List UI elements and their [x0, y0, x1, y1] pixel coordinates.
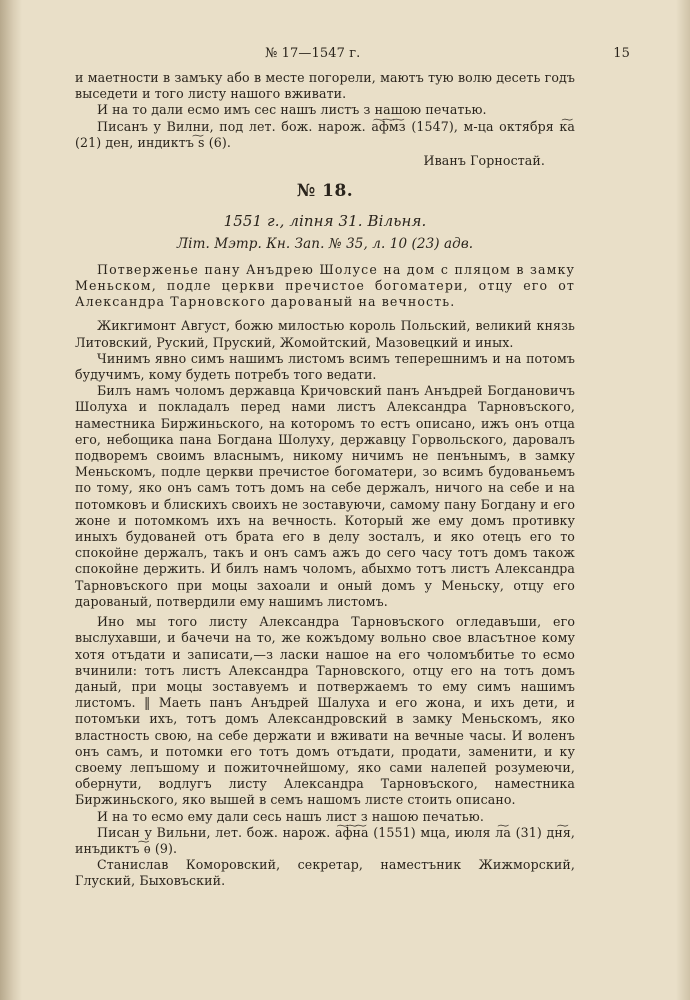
page-number: 15 — [613, 46, 630, 61]
prev-doc-dating: Писанъ у Вилни, под лет. бож. нарож. а͠ф͠м͠з (1547), м-ца октября к͠а (21) ден, индиктъ ͠s (6). — [75, 118, 575, 150]
running-header — [75, 46, 630, 70]
prev-doc-paragraph: и маетности в замъку або в месте погорели, маютъ тую волю десеть годъ выседети и того листу нашого вживати. — [75, 70, 575, 102]
prev-doc-paragraph: И на то дали есмо имъ сес нашъ листъ з нашою печатью. — [97, 102, 487, 118]
signatories-paragraph: Станислав Коморовский, секретар, наместъник Жижморский, Глуский, Быховъский. — [75, 857, 575, 889]
running-title: № 17—1547 г. — [265, 46, 361, 61]
document-number: № 18. — [296, 181, 354, 202]
prev-doc-signature: Иванъ Горностай. — [423, 153, 545, 169]
body-paragraph: И на то есмо ему дали сесь нашъ лист з нашою печатью. — [97, 808, 484, 824]
book-binding-shadow — [0, 0, 22, 1000]
document-source: Літ. Мэтр. Кн. Зап. № 35, л. 10 (23) адв. — [176, 235, 474, 252]
body-paragraph: Чинимъ явно симъ нашимъ листомъ всимъ теперешнимъ и на потомъ будучимъ, кому будеть потребъ того ведати. — [75, 350, 575, 383]
body-paragraph: Жикгимонт Август, божю милостью король Польский, великий князь Литовский, Руский, Пруский, Жомойтский, Мазовецкий и иных. — [75, 318, 575, 350]
body-paragraph: Ино мы того листу Александра Тарновъского огледавъши, его выслухавши, и бачечи на то, же кожъдому вольно свое власътное кому хотя отъдати и записати,—з ласки нашое на его чоломъбитье то есмо вчинили: тотъ листъ Александра Тарновского, отцу его на тотъ домъ даный, при моцы зоставуемъ и потвержаемъ то ему симъ нашимъ листомъ. ‖ Маеть панъ Анъдрей Шалуха и его жона, и ихъ дети, и потомъки ихъ, тотъ домъ Александровский в замку Меньскомъ, яко властность свою, на себе держати и вживати на вечные часы. И воленъ онъ самъ, и потомки его тотъ домъ отъдати, продати, заменити, и ку своему лепъшому и пожиточнейшому, яко сами налепей розумеючи, обернути, водлугъ листу Александра Тарновъского, наместника Биржиньского, яко вышей в семъ нашомъ листе стоить описано. — [75, 614, 575, 808]
body-paragraph: Билъ намъ чоломъ державца Кричовский панъ Анъдрей Богдановичъ Шолуха и покладалъ перед нами листъ Александра Тарновъского, наместника Биржиньского, на которомъ то естъ описано, ижъ онъ отца его, небощика пана Богдана Шолуху, державцу Горвольского, даровалъ подворемъ своимъ власнымъ, никому ничимъ не пенънымъ, в замку Меньскомъ, подле церкви пречистое богоматери, зо всимъ будованьемъ по тому, яко онъ самъ тотъ домъ на себе держалъ, ничого на себе и на потомковъ и блискихъ своихъ не зоставуючи, самому пану Богдану и его жоне и потомкомъ ихъ на вечность. Который же ему домъ противку иныхъ будованей отъ брата его в делу зосталъ, и яко отецъ его то спокойне держалъ, такъ и онъ самъ ажъ до сего часу тотъ домъ також спокойне держить. И билъ намъ чоломъ, абыхмо тотъ листъ Александра Тарновъского при моцы захоали и оный домъ у Меньску, отцу его дарованый, потвердили ему нашимъ листомъ. — [75, 383, 575, 609]
page-content — [75, 46, 630, 890]
dating-paragraph: Писан у Вильни, лет. бож. нарож. а͠ф͠н͠а (1551) мца, июля л͠а (31) дн͠я, инъдиктъ ͠ѳ (9). — [75, 824, 575, 856]
document-date-place: 1551 г., ліпня 31. Вільня. — [223, 212, 427, 231]
document-summary: Потверженье пану Анъдрею Шолусе на дом с пляцом в замку Меньском, подле церкви пречистое богоматери, отцу его от Александра Тарновского дарованый на вечность. — [75, 261, 575, 310]
page-edge-shadow — [676, 0, 690, 1000]
